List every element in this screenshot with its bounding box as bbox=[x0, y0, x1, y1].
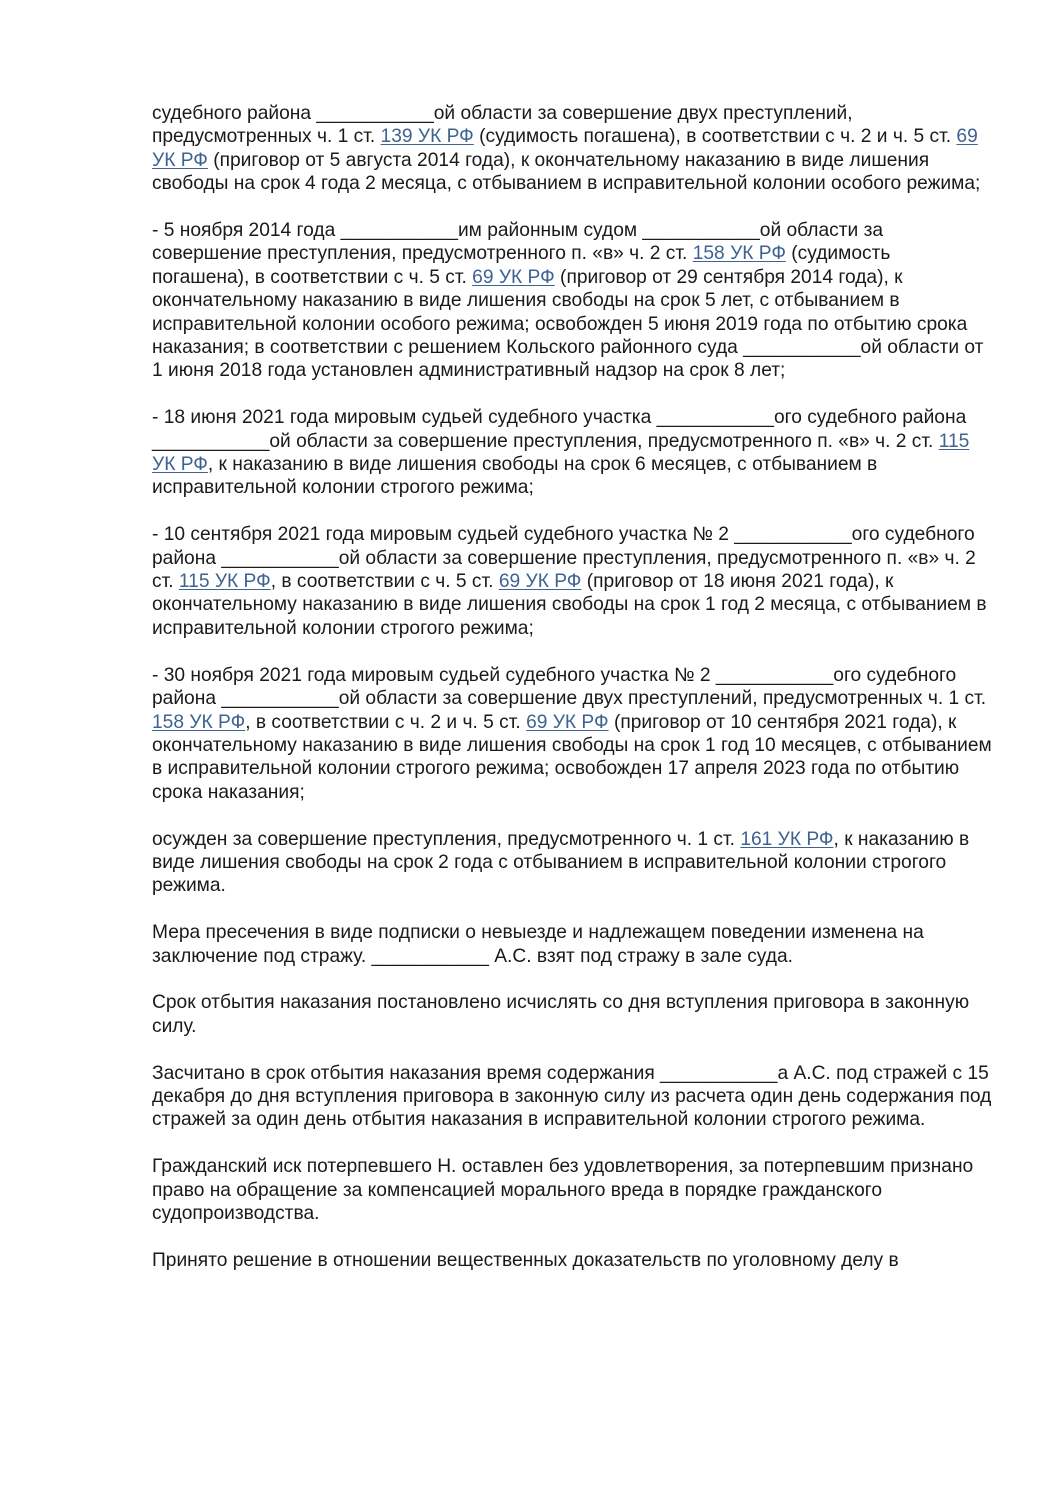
paragraph-text: , в соответствии с ч. 5 ст. bbox=[270, 571, 499, 593]
law-article-link[interactable]: 115 УК РФ bbox=[178, 571, 271, 593]
paragraph-text: Гражданский иск потерпевшего Н. оставлен без удовлетворения, за потерпевшим признано право на обращение за компенсацией морального вреда в порядке гражданского судопроизводства. bbox=[152, 1156, 974, 1224]
paragraph-6 bbox=[152, 828, 992, 898]
paragraph-text: (приговор от 18 июня 2021 года), к окончательному наказанию в виде лишения свободы на срок 1 год 2 месяца, с отбыванием в исправительной колонии строгого режима; bbox=[152, 571, 987, 639]
paragraph-text: , к наказанию в виде лишения свободы на срок 6 месяцев, с отбыванием в исправительной колонии строгого режима; bbox=[152, 454, 878, 499]
paragraph-text: (приговор от 5 августа 2014 года), к окончательному наказанию в виде лишения свободы на срок 4 года 2 месяца, с отбыванием в исправительной колонии особого режима; bbox=[152, 149, 981, 195]
paragraph-4 bbox=[152, 523, 992, 640]
paragraph-5 bbox=[152, 664, 992, 804]
law-article-link[interactable]: 139 УК РФ bbox=[380, 126, 474, 148]
paragraph-8 bbox=[152, 991, 992, 1038]
law-article-link[interactable]: 69 УК РФ bbox=[472, 266, 555, 288]
law-article-link[interactable]: 115 УК РФ bbox=[152, 430, 970, 476]
paragraph-2 bbox=[152, 219, 992, 383]
paragraph-text: Принято решение в отношении вещественных доказательств по уголовному делу в bbox=[152, 1249, 899, 1271]
paragraph-text: , к наказанию в виде лишения свободы на срок 2 года с отбыванием в исправительной колонии строгого режима. bbox=[152, 828, 970, 897]
paragraph-text: - 18 июня 2021 года мировым судьей судебного участка ___________ого судебного района ___________ой области за совершение преступления, предусмотренного п. «в» ч. 2 ст. bbox=[152, 407, 967, 452]
paragraph-text: судебного района ___________ой области за совершение двух преступлений, предусмотренных ч. 1 ст. bbox=[152, 103, 853, 148]
paragraph-1 bbox=[152, 102, 992, 196]
paragraph-text: (судимость погашена), в соответствии с ч. 5 ст. bbox=[152, 243, 891, 288]
paragraph-text: Засчитано в срок отбытия наказания время содержания ___________а А.С. под стражей с 15 декабря до дня вступления приговора в законную силу из расчета один день содержания под стражей за один день отбытия наказания в исправительной колонии строгого режима. bbox=[152, 1062, 992, 1131]
law-article-link[interactable]: 161 УК РФ bbox=[740, 828, 834, 850]
paragraph-10 bbox=[152, 1155, 992, 1225]
paragraph-text: (приговор от 10 сентября 2021 года), к окончательному наказанию в виде лишения свободы на срок 1 год 10 месяцев, с отбыванием в исправительной колонии строгого режима; освобожден 17 апреля 2023 года по отбытию срока наказания; bbox=[152, 711, 992, 803]
paragraph-text: - 5 ноября 2014 года ___________им районным судом ___________ой области за совершение преступления, предусмотренного п. «в» ч. 2 ст. bbox=[152, 220, 884, 265]
paragraph-text: осужден за совершение преступления, предусмотренного ч. 1 ст. bbox=[152, 828, 741, 850]
law-article-link[interactable]: 69 УК РФ bbox=[526, 711, 609, 733]
paragraph-3 bbox=[152, 406, 992, 500]
law-article-link[interactable]: 69 УК РФ bbox=[152, 126, 978, 171]
law-article-link[interactable]: 69 УК РФ bbox=[498, 571, 582, 593]
paragraph-text: - 30 ноября 2021 года мировым судьей судебного участка № 2 ___________ого судебного района ___________ой области за совершение двух преступлений, предусмотренных ч. 1 ст. bbox=[152, 664, 987, 710]
paragraph-text: , в соответствии с ч. 2 и ч. 5 ст. bbox=[245, 711, 527, 733]
paragraph-text: Мера пресечения в виде подписки о невыезде и надлежащем поведении изменена на заключение под стражу. ___________ А.С. взят под стражу в зале суда. bbox=[152, 922, 924, 967]
law-article-link[interactable]: 158 УК РФ bbox=[692, 243, 786, 265]
paragraph-text: (судимость погашена), в соответствии с ч. 2 и ч. 5 ст. bbox=[473, 126, 957, 148]
law-article-link[interactable]: 158 УК РФ bbox=[152, 711, 246, 733]
paragraph-text: - 10 сентября 2021 года мировым судьей судебного участка № 2 ___________ого судебного района ___________ой области за совершение преступления, предусмотренного п. «в» ч. 2 ст. bbox=[152, 524, 976, 593]
paragraph-7 bbox=[152, 921, 992, 968]
paragraph-9 bbox=[152, 1062, 992, 1132]
paragraph-text: (приговор от 29 сентября 2014 года), к окончательному наказанию в виде лишения свободы на срок 5 лет, с отбыванием в исправительной колонии особого режима; освобожден 5 июня 2019 года по отбытию срока наказания; в соответствии с решением Кольского районного суда ___________ой области от 1 июня 2018 года установлен административный надзор на срок 8 лет; bbox=[152, 266, 984, 382]
document-page bbox=[152, 102, 992, 1272]
paragraph-text: Срок отбытия наказания постановлено исчислять со дня вступления приговора в законную силу. bbox=[152, 992, 970, 1037]
paragraph-11 bbox=[152, 1249, 992, 1272]
